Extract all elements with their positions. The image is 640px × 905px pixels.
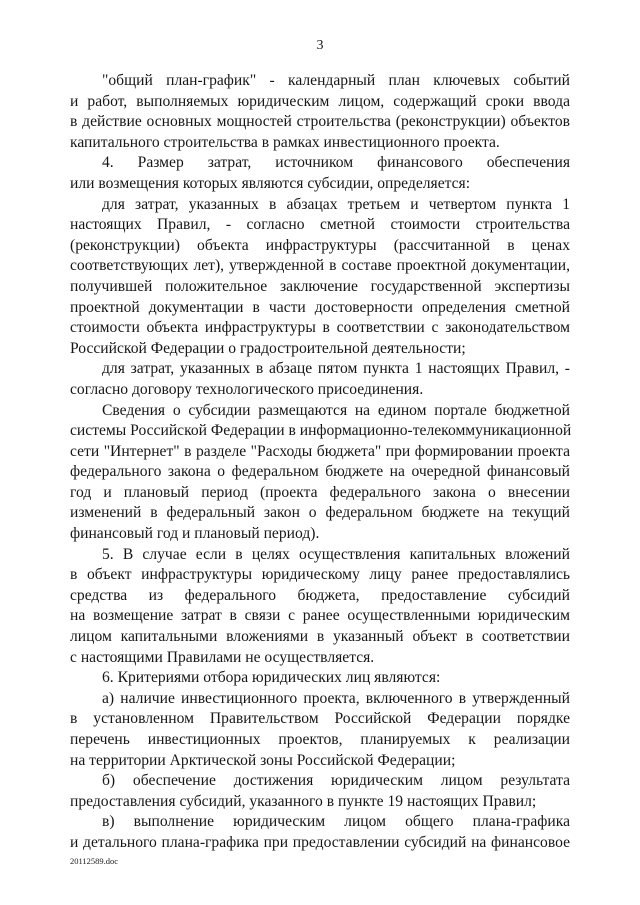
text-line: изменений в федеральный закон о федеральном бюджете на текущий — [70, 504, 570, 522]
text-line: в объект инфраструктуры юридическому лицу ранее предоставлялись — [70, 566, 570, 584]
text-line: в действие основных мощностей строительства (реконструкции) объектов — [70, 113, 570, 131]
text-line: и детального плана-графика при предоставлении субсидий на финансовое — [70, 833, 570, 851]
text-line: настоящих Правил, - согласно сметной стоимости строительства — [70, 216, 570, 234]
paragraph-p-6 — [70, 668, 570, 689]
text-line: стоимости объекта инфраструктуры в соответствии с законодательством — [70, 319, 570, 337]
text-line: перечень инвестиционных проектов, планируемых к реализации — [70, 731, 570, 748]
paragraph-p-definition — [70, 71, 570, 153]
text-line: 4. Размер затрат, источником финансового обеспечения — [102, 154, 570, 172]
text-line: 6. Критериями отбора юридических лиц являются: — [102, 669, 441, 687]
text-line: федерального закона о федеральном бюджете на очередной финансовый — [70, 463, 570, 481]
text-line: б) обеспечение достижения юридическим лицом результата — [102, 772, 570, 790]
text-line: на возмещение затрат в связи с ранее осуществленными юридическим — [70, 607, 570, 625]
text-line: средства из федерального бюджета, предоставление субсидий — [70, 586, 570, 604]
text-line: в установленном Правительством Российской Федерации порядке — [70, 710, 570, 728]
text-line: на территории Арктической зоны Российской Федерации; — [70, 751, 456, 769]
text-line: Сведения о субсидии размещаются на едином портале бюджетной — [102, 401, 570, 419]
paragraph-p-info — [70, 401, 570, 545]
text-line: Российской Федерации о градостроительной деятельности; — [70, 339, 466, 357]
text-line: сети "Интернет" в разделе "Расходы бюджета" при формировании проекта — [70, 442, 570, 460]
file-name-footer: 20112589.doc — [70, 856, 119, 866]
paragraph-p-5 — [70, 545, 570, 669]
paragraph-p-4-a — [70, 195, 570, 360]
paragraph-p-4-b — [70, 359, 570, 400]
paragraph-p-6-b — [70, 771, 570, 812]
text-line: получившей положительное заключение государственной экспертизы — [70, 277, 570, 295]
text-line: и работ, выполняемых юридическим лицом, содержащий сроки ввода — [70, 92, 570, 110]
text-line: финансовый год и плановый период). — [70, 525, 320, 543]
page-number: 3 — [316, 38, 324, 53]
text-line: год и плановый период (проекта федерального закона о внесении — [70, 483, 570, 501]
text-line: предоставления субсидий, указанного в пункте 19 настоящих Правил; — [70, 792, 537, 810]
paragraph-p-6-c — [70, 812, 570, 853]
text-line: согласно договору технологического присоединения. — [70, 380, 424, 398]
text-line: (реконструкции) объекта инфраструктуры (рассчитанной в ценах — [70, 236, 570, 254]
text-line: или возмещения которых являются субсидии, определяется: — [70, 174, 471, 192]
text-line: "общий план-график" - календарный план ключевых событий — [102, 72, 570, 89]
text-line: для затрат, указанных в абзаце пятом пункта 1 настоящих Правил, - — [102, 360, 570, 378]
paragraph-p-6-a — [70, 689, 570, 771]
text-line: а) наличие инвестиционного проекта, включенного в утвержденный — [102, 689, 570, 707]
text-line: системы Российской Федерации в информационно-телекоммуникационной — [70, 422, 572, 440]
text-line: для затрат, указанных в абзацах третьем и четвертом пункта 1 — [102, 195, 570, 213]
paragraph-p-4 — [70, 153, 570, 194]
text-line: соответствующих лет), утвержденной в составе проектной документации, — [70, 257, 570, 275]
text-line: с настоящими Правилами не осуществляется. — [70, 648, 375, 666]
text-line: лицом капитальными вложениями в указанный объект в соответствии — [70, 628, 570, 646]
text-line: капитального строительства в рамках инвестиционного проекта. — [70, 133, 500, 151]
text-line: проектной документации в части достоверности определения сметной — [70, 298, 570, 316]
document-body — [70, 71, 570, 854]
text-line: 5. В случае если в целях осуществления капитальных вложений — [102, 545, 570, 563]
text-line: в) выполнение юридическим лицом общего плана-графика — [102, 813, 570, 831]
